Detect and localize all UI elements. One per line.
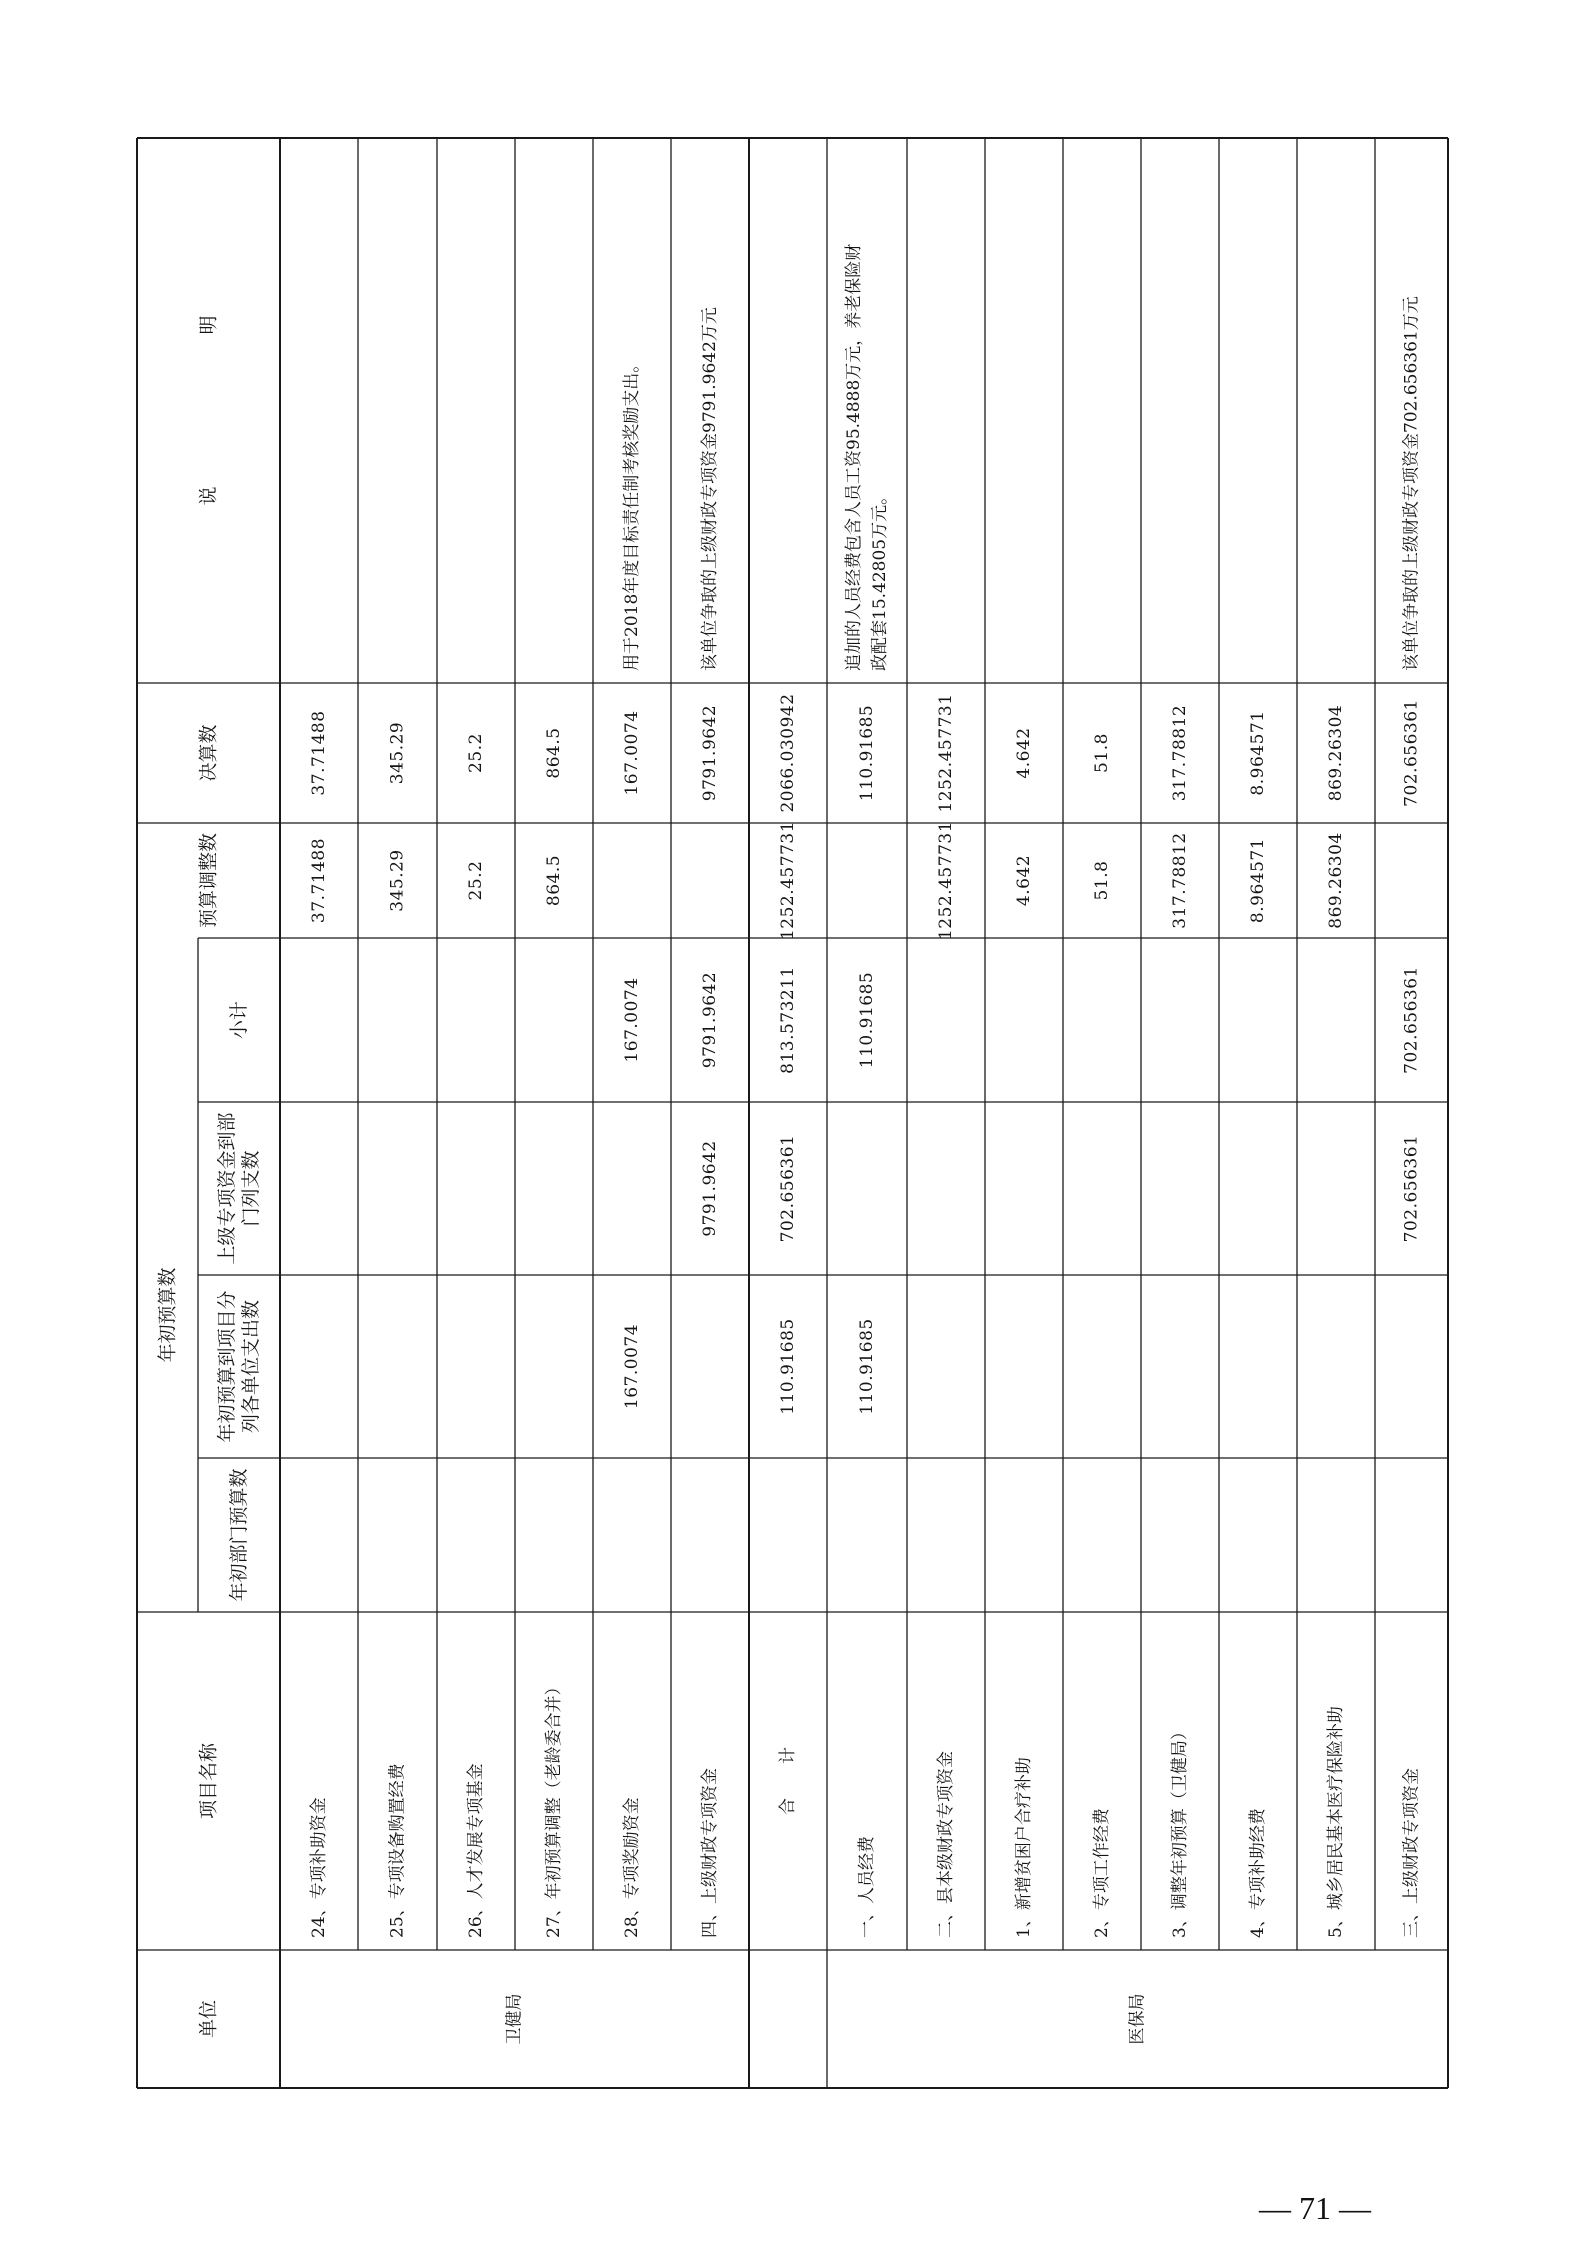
- row-project-name: 三、上级财政专项资金: [1401, 1768, 1422, 1938]
- row-superior-funds: 9791.9642: [700, 1140, 720, 1237]
- row-subtotal: 813.573211: [778, 966, 798, 1074]
- row-project-name: 4、专项补助经费: [1248, 1808, 1268, 1938]
- row-subtotal: 9791.9642: [700, 971, 720, 1069]
- row-remark: 该单位争取的上级财政专项资金702.656361万元: [1401, 296, 1422, 671]
- row-project-name: 5、城乡居民基本医疗保险补助: [1326, 1706, 1346, 1938]
- header-unit: 单位: [197, 1999, 220, 2039]
- row-project-name: 28、专项奖励资金: [622, 1797, 642, 1938]
- header-remarks: 说 明: [197, 315, 220, 506]
- header-superior-funds: [216, 1112, 262, 1264]
- row-remark: 该单位争取的上级财政专项资金9791.9642万元: [700, 307, 720, 671]
- row-remark: 用于2018年度目标责任制考核奖励支出。: [622, 355, 642, 671]
- row-project-name: 二、县本级财政专项资金: [936, 1751, 956, 1938]
- row-final-accounts: 4.642: [1014, 727, 1034, 779]
- row-final-accounts: 317.78812: [1170, 704, 1190, 802]
- row-final-accounts: 25.2: [466, 733, 486, 773]
- row-budget-adjust: 864.5: [544, 854, 564, 907]
- row-subtotal: 167.0074: [622, 977, 642, 1063]
- row-remark-line: 政配套15.42805万元。: [870, 487, 890, 671]
- unit-health-bureau: 卫健局: [504, 1993, 525, 2045]
- svg-text:年初预算到项目分: 年初预算到项目分: [216, 1290, 238, 1443]
- row-budget-adjust: 317.78812: [1170, 832, 1190, 929]
- row-subtotal: 702.656361: [1401, 966, 1422, 1074]
- row-final-accounts: 110.91685: [857, 704, 877, 802]
- row-superior-funds: 702.656361: [1401, 1134, 1422, 1243]
- row-project-name: 26、人才发展专项基金: [466, 1763, 486, 1938]
- header-subtotal: 小计: [228, 1000, 250, 1040]
- page-number: — 71 —: [1259, 2190, 1371, 2226]
- row-project-alloc: 110.91685: [778, 1318, 798, 1415]
- row-budget-adjust: 1252.457731: [936, 820, 956, 941]
- row-project-name: 一、人员经费: [857, 1836, 877, 1938]
- row-project-alloc: 110.91685: [857, 1318, 877, 1415]
- row-budget-adjust: 345.29: [387, 849, 408, 912]
- row-budget-adjust: 869.26304: [1326, 832, 1346, 929]
- row-project-name: 四、上级财政专项资金: [700, 1768, 720, 1938]
- row-final-accounts: 167.0074: [622, 710, 642, 796]
- row-project-name: 3、调整年初预算（卫健局）: [1170, 1723, 1190, 1938]
- row-final-accounts: 51.8: [1092, 733, 1112, 773]
- header-project-alloc: [216, 1290, 262, 1442]
- row-final-accounts: 869.26304: [1326, 704, 1346, 802]
- row-project-name: 2、专项工作经费: [1092, 1808, 1112, 1938]
- row-final-accounts: 8.964571: [1248, 710, 1268, 796]
- header-budget-adjust: 预算调整数: [197, 832, 220, 929]
- row-subtotal: 110.91685: [857, 971, 877, 1069]
- row-final-accounts: 9791.9642: [700, 704, 720, 802]
- row-final-accounts: 864.5: [544, 727, 564, 779]
- header-initial-budget: 年初预算数: [156, 1267, 179, 1363]
- svg-text:上级专项资金到部: 上级专项资金到部: [216, 1112, 238, 1265]
- row-project-name: 27、年初预算调整（老龄委合并）: [544, 1678, 564, 1938]
- row-project-name: 1、新增贫困户合疗补助: [1014, 1757, 1034, 1938]
- row-budget-adjust: 25.2: [466, 860, 486, 901]
- row-project-name: 24、专项补助资金: [309, 1797, 329, 1938]
- row-final-accounts: 37.71488: [309, 710, 329, 796]
- row-final-accounts: 1252.457731: [936, 693, 956, 813]
- header-project-name: 项目名称: [197, 1742, 220, 1820]
- header-final-accounts: 决算数: [197, 724, 220, 782]
- row-budget-adjust: 51.8: [1092, 860, 1112, 901]
- row-final-accounts: 345.29: [387, 721, 408, 785]
- row-project-name: 合 计: [778, 1747, 798, 1815]
- row-budget-adjust: 4.642: [1014, 854, 1034, 907]
- row-project-name: 25、专项设备购置经费: [387, 1763, 408, 1938]
- row-final-accounts: 2066.030942: [778, 693, 798, 813]
- row-budget-adjust: 37.71488: [309, 837, 329, 924]
- row-budget-adjust: 1252.457731: [778, 820, 798, 941]
- row-budget-adjust: 8.964571: [1248, 837, 1268, 924]
- unit-medical-bureau: 医保局: [1127, 1993, 1148, 2045]
- row-project-alloc: 167.0074: [622, 1323, 642, 1410]
- row-superior-funds: 702.656361: [778, 1134, 798, 1243]
- svg-text:门列支数: 门列支数: [240, 1150, 262, 1227]
- row-final-accounts: 702.656361: [1401, 699, 1422, 807]
- header-dept-initial: 年初部门预算数: [228, 1468, 250, 1602]
- row-remark-line: 追加的人员经费包含人员工资95.4888万元，养老保险财: [844, 243, 864, 671]
- svg-text:列各单位支出数: 列各单位支出数: [240, 1299, 262, 1434]
